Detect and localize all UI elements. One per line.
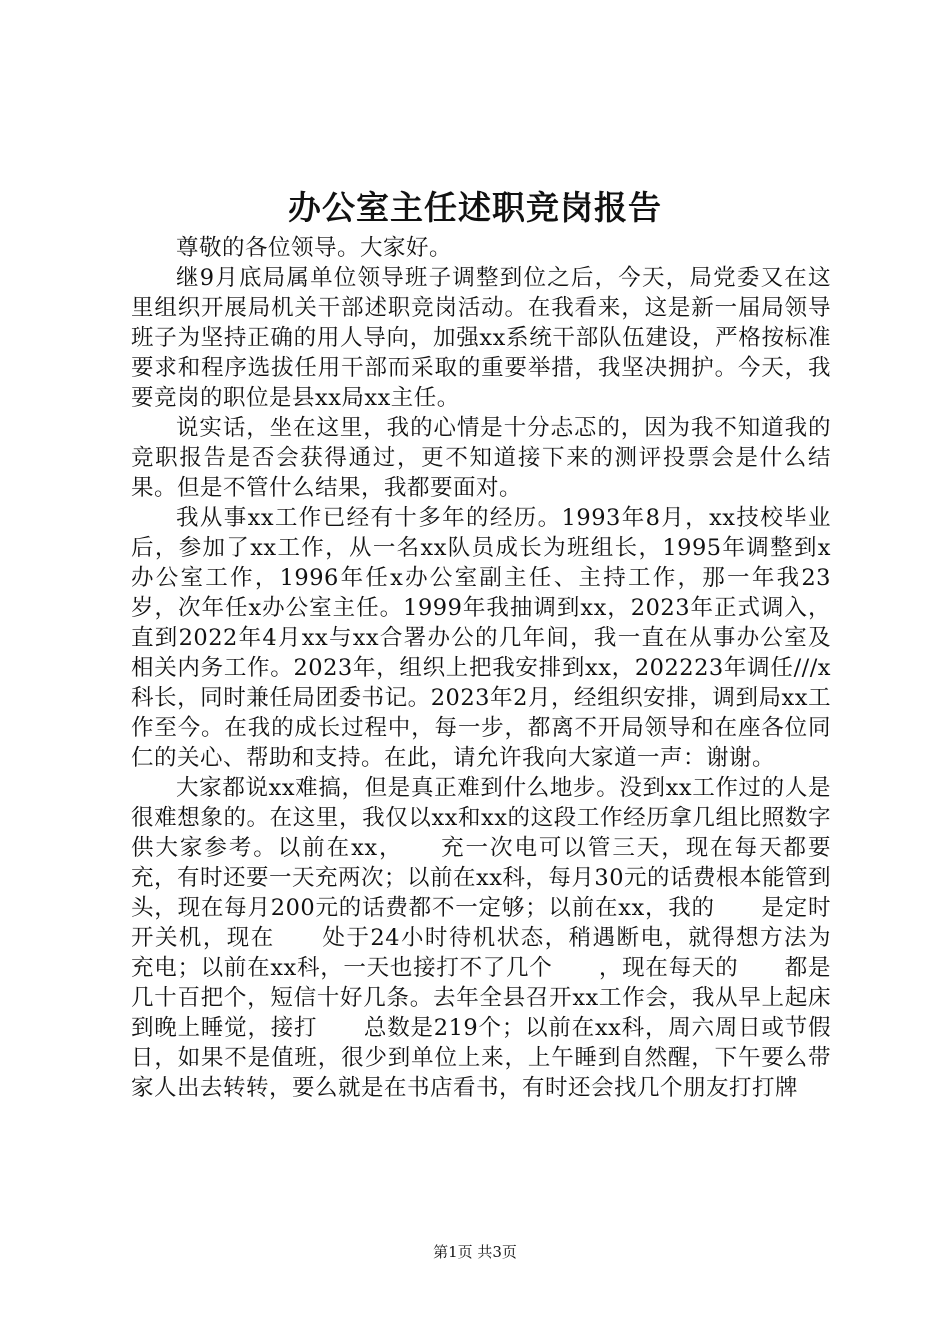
document-body	[131, 233, 878, 1103]
paragraph-intro: 继9月底局属单位领导班子调整到位之后，今天，局党委又在这里组织开展局机关干部述职竞岗活动。在我看来，这是新一届局领导班子为坚持正确的用人导向，加强xx系统干部队伍建设，严格按标准要求和程序选拔任用干部而采取的重要举措，我坚决拥护。今天，我要竞岗的职位是县xx局xx主任。	[131, 265, 831, 411]
paragraph-greeting: 尊敬的各位领导。大家好。	[176, 235, 453, 261]
document-title: 办公室主任述职竞岗报告	[288, 188, 662, 227]
page-footer: 第1页 共3页	[433, 1243, 517, 1261]
paragraph-comparison: 大家都说xx难搞，但是真正难到什么地步。没到xx工作过的人是很难想象的。在这里，我仅以xx和xx的这段工作经历拿几组比照数字供大家参考。以前在xx， 充一次电可以管三天，现在每天都要充，有时还要一天充两次；以前在xx科，每月30元的话费根本能管到头，现在每月200元的话费都不一定够；以前在xx，我的 是定时开关机，现在 处于24小时待机状态，稍遇断电，就得想方法为 充电；以前在xx科，一天也接打不了几个 ，现在每天的 都是几十百把个，短信十好几条。去年全县召开xx工作会，我从早上起床到晚上睡觉，接打 总数是219个；以前在xx科，周六周日或节假日，如果不是值班，很少到单位上来，上午睡到自然醒，下午要么带家人出去转转，要么就是在书店看书，有时还会找几个朋友打打牌	[131, 775, 878, 1101]
paragraph-experience: 我从事xx工作已经有十多年的经历。1993年8月，xx技校毕业后，参加了xx工作，从一名xx队员成长为班组长，1995年调整到x办公室工作，1996年任x办公室副主任、主持工作，那一年我23岁，次年任x办公室主任。1999年我抽调到xx，2023年正式调入，直到2022年4月xx与xx合署办公的几年间，我一直在从事办公室及相关内务工作。2023年，组织上把我安排到xx，202223年调任///x科长，同时兼任局团委书记。2023年2月，经组织安排，调到局xx工作至今。在我的成长过程中，每一步，都离不开局领导和在座各位同仁的关心、帮助和支持。在此，请允许我向大家道一声：谢谢。	[131, 505, 831, 771]
paragraph-feelings: 说实话，坐在这里，我的心情是十分忐忑的，因为我不知道我的竞职报告是否会获得通过，更不知道接下来的测评投票会是什么结果。但是不管什么结果，我都要面对。	[131, 415, 831, 501]
